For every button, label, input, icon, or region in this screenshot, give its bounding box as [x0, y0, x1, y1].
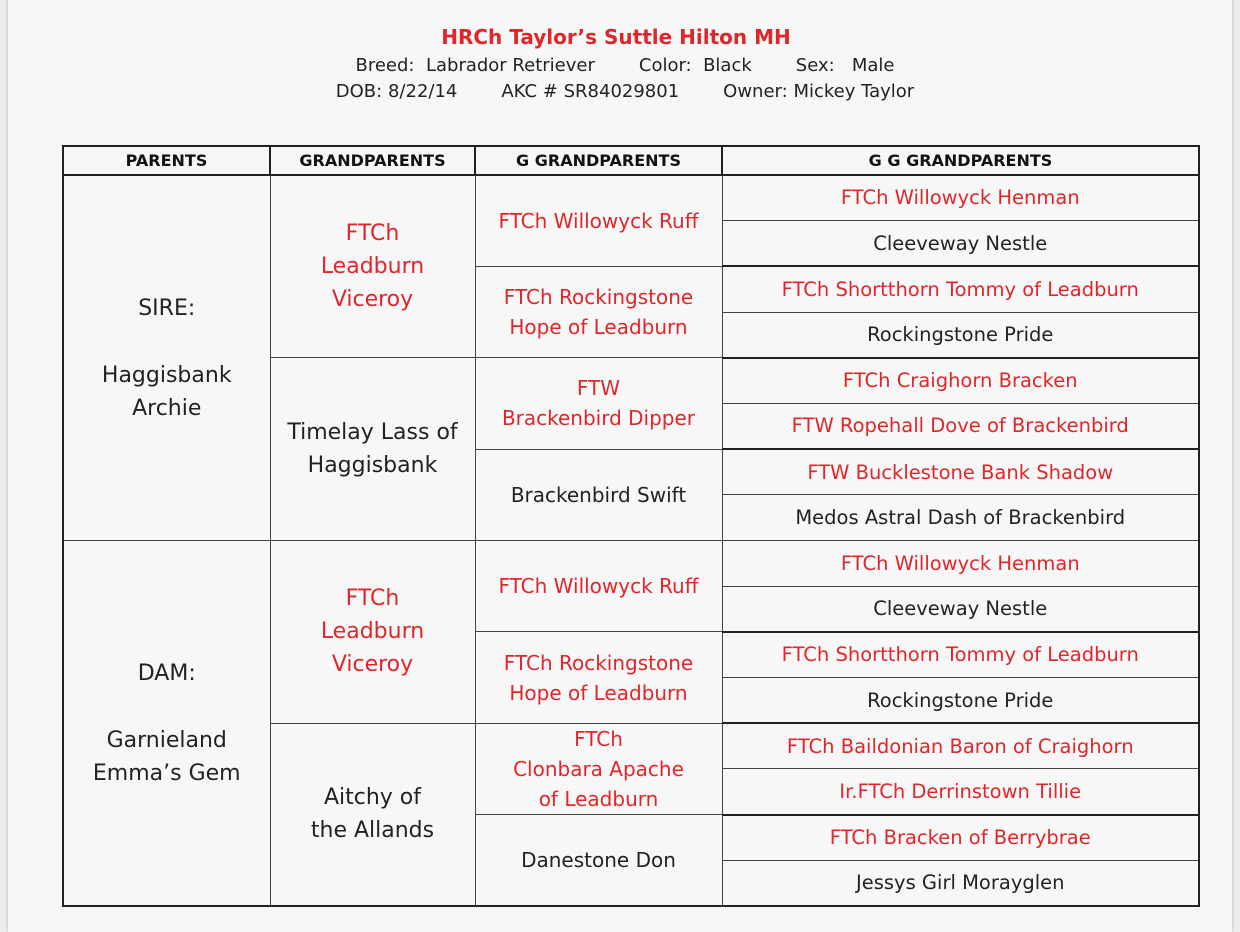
sire-gp1-cell: [270, 175, 475, 358]
info-line-breed: [0, 55, 1240, 76]
gp-name-line: FTCh: [345, 586, 400, 612]
ggg-cell: FTCh Willowyck Henman: [722, 541, 1199, 587]
gp-name-line: Leadburn: [320, 619, 425, 645]
col-parents: PARENTS: [63, 146, 270, 175]
ggg-cell: FTCh Bracken of Berrybrae: [722, 815, 1199, 861]
sire-gp1-ggp1-cell: [475, 175, 722, 266]
dam-gp1-cell: [270, 541, 475, 724]
ggg-cell: FTCh Willowyck Henman: [722, 175, 1199, 221]
ggg-cell: Medos Astral Dash of Brackenbird: [722, 495, 1199, 541]
header-row: [63, 146, 1199, 175]
ggg-cell: FTW Bucklestone Bank Shadow: [722, 449, 1199, 495]
ggg-cell: Cleeveway Nestle: [722, 221, 1199, 267]
ggp-name-line: Danestone Don: [521, 848, 676, 873]
owner-value: Mickey Taylor: [793, 81, 915, 102]
gp-name-line: the Allands: [310, 818, 435, 844]
sire-cell: [63, 175, 270, 541]
ggp-name-line: Clonbara Apache: [513, 756, 684, 781]
dam-label: DAM:: [137, 660, 196, 686]
sex-label: Sex:: [795, 55, 835, 76]
table-row: [63, 541, 1199, 587]
dam-gp2-cell: [270, 723, 475, 906]
col-g-grandparents: G GRANDPARENTS: [475, 146, 722, 175]
gp-name-line: Haggisbank: [307, 453, 438, 479]
sire-name-line2: Archie: [132, 395, 202, 421]
ggp-name-line: FTCh Rockingstone: [503, 285, 694, 310]
dam-gp1-ggp2-cell: [475, 632, 722, 723]
color-value: Black: [703, 55, 752, 76]
ggp-name-line: FTCh: [574, 726, 623, 751]
akc-value: SR84029801: [563, 81, 680, 102]
dam-cell: [63, 541, 270, 907]
dam-gp2-ggp2-cell: [475, 815, 722, 906]
ggp-name-line: Hope of Leadburn: [509, 680, 688, 705]
ggg-cell: Rockingstone Pride: [722, 678, 1199, 724]
sire-gp2-cell: [270, 358, 475, 541]
ggg-cell: FTCh Craighorn Bracken: [722, 358, 1199, 404]
ggg-cell: Rockingstone Pride: [722, 312, 1199, 358]
ggp-name-line: Brackenbird Swift: [510, 482, 687, 507]
breed-value: Labrador Retriever: [425, 55, 595, 76]
ggp-name-line: FTW: [576, 376, 621, 401]
gp-name-line: Aitchy of: [323, 785, 422, 811]
dam-gp2-ggp1-cell: [475, 723, 722, 814]
sire-gp1-ggp2-cell: [475, 266, 722, 357]
breed-label: Breed:: [355, 55, 415, 76]
sire-gp2-ggp1-cell: [475, 358, 722, 449]
table-row: [63, 175, 1199, 221]
ggp-name-line: FTCh Willowyck Ruff: [498, 208, 699, 233]
ggp-name-line: Brackenbird Dipper: [501, 406, 696, 431]
ggp-name-line: FTCh Willowyck Ruff: [498, 574, 699, 599]
color-label: Color:: [638, 55, 692, 76]
dam-gp1-ggp1-cell: [475, 541, 722, 632]
gp-name-line: Viceroy: [331, 652, 414, 678]
col-gg-grandparents: G G GRANDPARENTS: [722, 146, 1199, 175]
info-line-dob: [0, 81, 1240, 102]
gp-name-line: Leadburn: [320, 254, 425, 280]
sex-value: Male: [851, 55, 895, 76]
ggp-name-line: of Leadburn: [538, 786, 659, 811]
dob-value: 8/22/14: [387, 81, 458, 102]
dam-name-line1: Garnieland: [106, 727, 227, 753]
ggg-cell: FTCh Baildonian Baron of Craighorn: [722, 723, 1199, 769]
ggg-cell: Ir.FTCh Derrinstown Tillie: [722, 769, 1199, 815]
sire-label: SIRE:: [138, 295, 196, 321]
sire-name-line1: Haggisbank: [101, 362, 232, 388]
dog-title: HRCh Taylor’s Suttle Hilton MH: [441, 25, 791, 49]
ggg-cell: Cleeveway Nestle: [722, 586, 1199, 632]
ggg-cell: FTW Ropehall Dove of Brackenbird: [722, 403, 1199, 449]
gp-name-line: Viceroy: [331, 287, 414, 313]
ggg-cell: FTCh Shortthorn Tommy of Leadburn: [722, 266, 1199, 312]
gp-name-line: Timelay Lass of: [287, 420, 458, 446]
gp-name-line: FTCh: [345, 221, 400, 247]
ggg-cell: Jessys Girl Morayglen: [722, 860, 1199, 906]
ggp-name-line: FTCh Rockingstone: [503, 650, 694, 675]
ggg-cell: FTCh Shortthorn Tommy of Leadburn: [722, 632, 1199, 678]
dob-label: DOB:: [335, 81, 383, 102]
col-grandparents: GRANDPARENTS: [270, 146, 475, 175]
owner-label: Owner:: [723, 81, 788, 102]
ggp-name-line: Hope of Leadburn: [509, 315, 688, 340]
akc-label: AKC #: [501, 81, 558, 102]
pedigree-table: [62, 145, 1200, 907]
dam-name-line2: Emma’s Gem: [92, 760, 241, 786]
sire-gp2-ggp2-cell: [475, 449, 722, 540]
